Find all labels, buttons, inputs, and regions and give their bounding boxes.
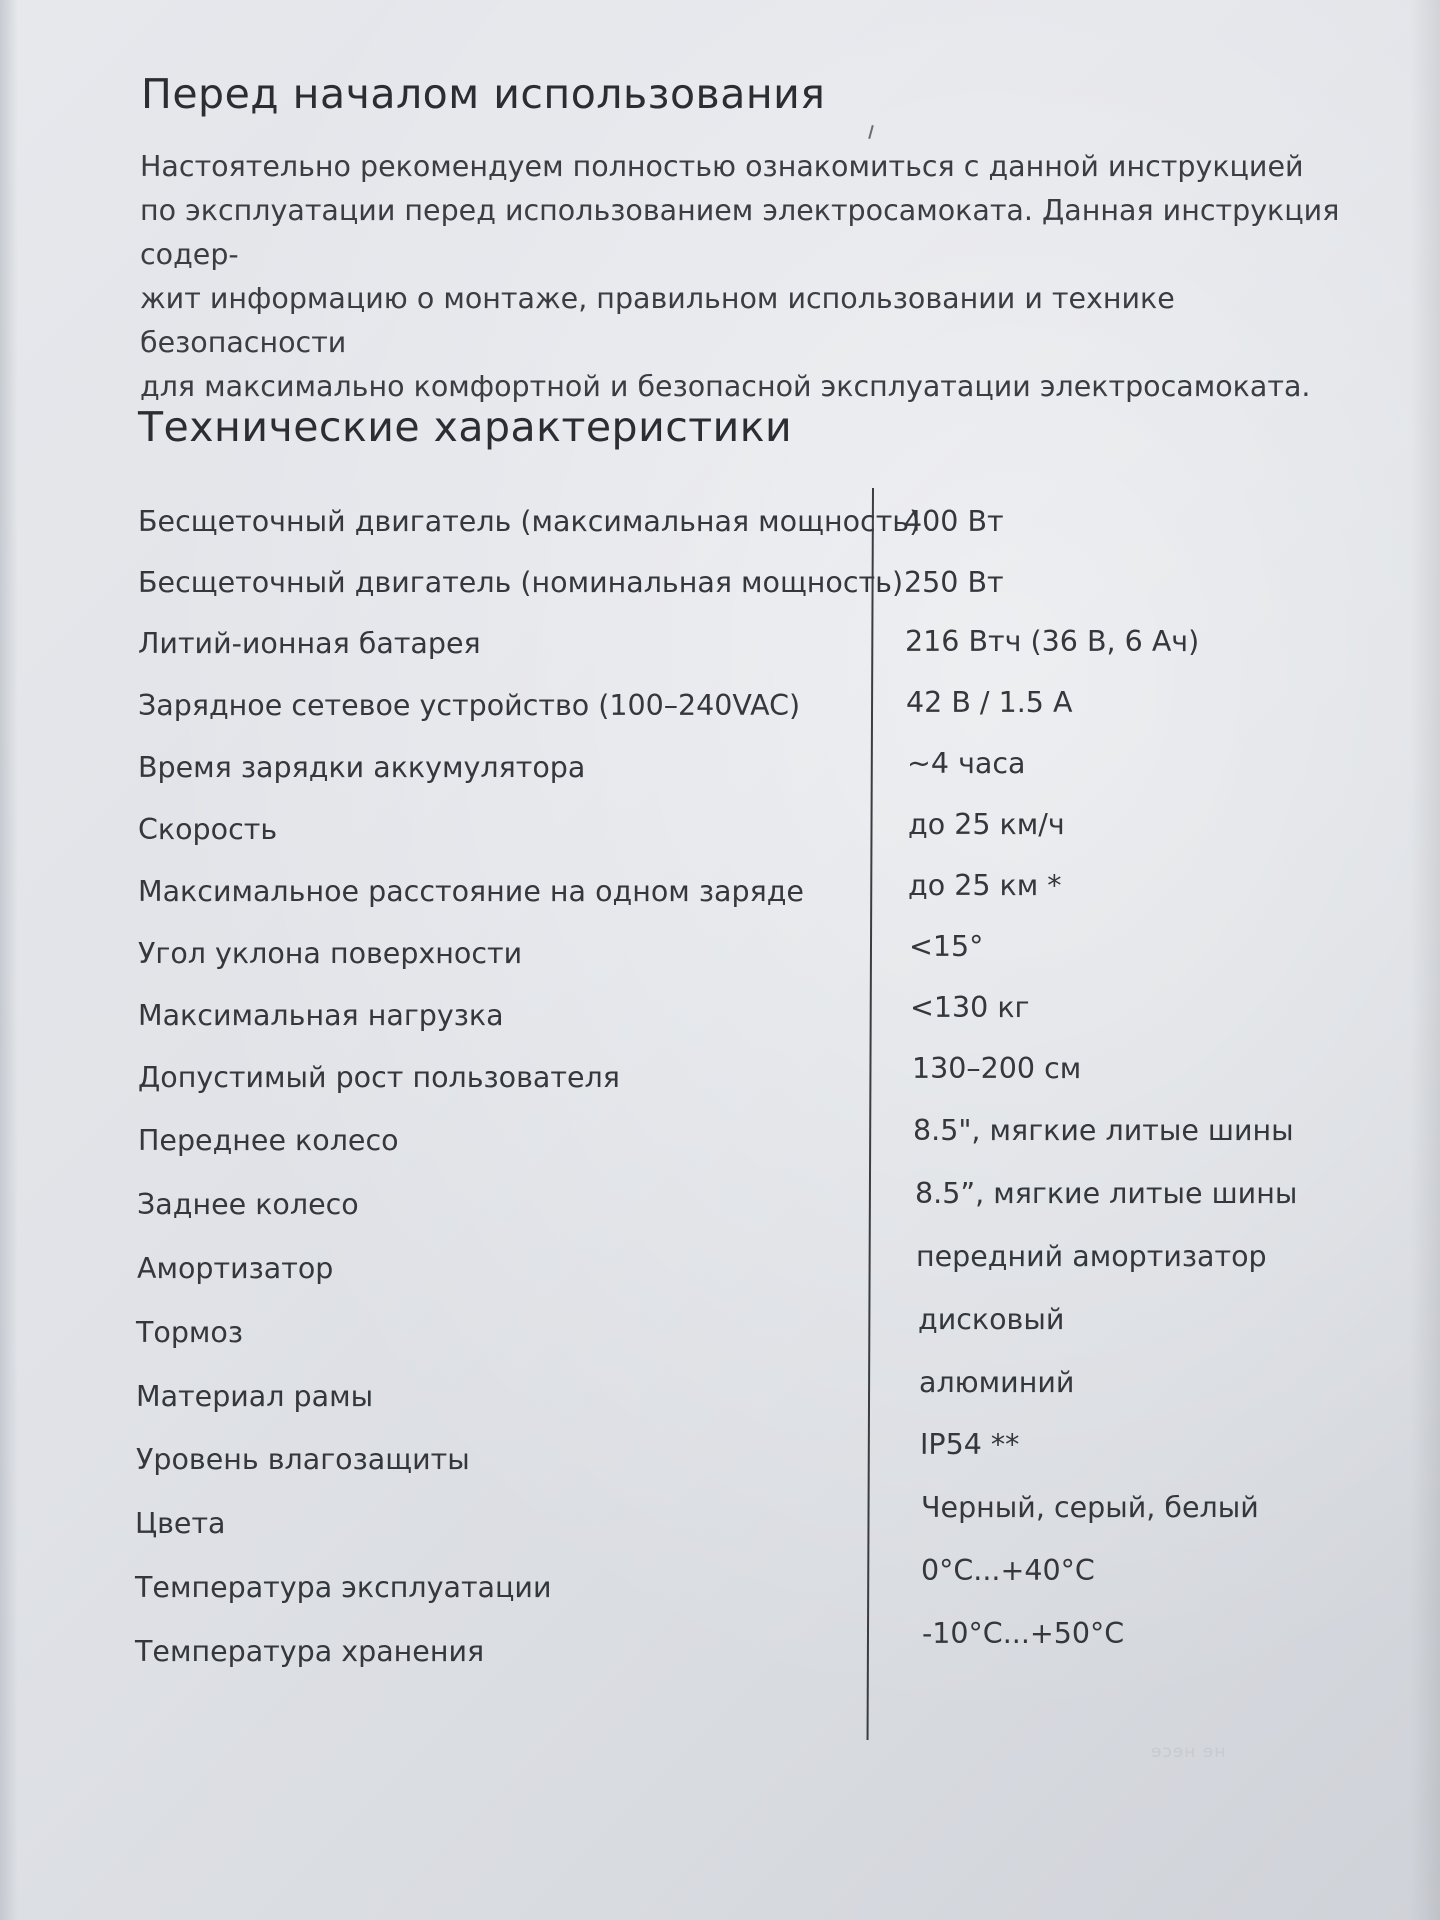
intro-line: жит информацию о монтаже, правильном использовании и технике безопасности [140,282,1175,359]
spec-name: Время зарядки аккумулятора [138,751,586,784]
spec-name: Максимальное расстояние на одном заряде [138,875,804,908]
spec-row [0,1366,1440,1430]
intro-line: для максимально комфортной и безопасной эксплуатации электросамоката. [140,370,1311,403]
spec-row [0,505,1440,555]
spec-row [0,1240,1440,1302]
spec-row [0,1303,1440,1366]
spec-name: Температура хранения [135,1635,485,1668]
spec-value: ~4 часа [907,747,1026,780]
spec-row [0,1177,1440,1238]
spec-name: Амортизатор [137,1252,334,1285]
spec-value: 130–200 см [912,1052,1082,1085]
spec-row [0,1052,1440,1111]
spec-name: Тормоз [136,1316,244,1349]
spec-value: 216 Втч (36 В, 6 Ач) [905,625,1200,658]
spec-name: Бесщеточный двигатель (номинальная мощность) [138,566,904,599]
spec-value: -10°C...+50°C [922,1617,1125,1650]
intro-title: Перед началом использования [141,70,826,118]
spec-value: передний амортизатор [916,1240,1267,1273]
spec-row [0,869,1440,925]
spec-value: дисковый [918,1303,1065,1336]
spec-row [0,566,1440,616]
spec-value: 250 Вт [904,566,1004,599]
spec-row [0,686,1440,739]
spec-row [0,930,1440,987]
intro-line: Настоятельно рекомендуем полностью ознакомиться с данной инструкцией [140,150,1304,183]
spec-name: Уровень влагозащиты [136,1443,470,1476]
spec-name: Температура эксплуатации [135,1571,552,1604]
spec-value: до 25 км * [908,869,1062,902]
spec-value: до 25 км/ч [908,808,1065,841]
spec-name: Переднее колесо [138,1124,399,1157]
spec-name: Скорость [138,813,278,846]
spec-name: Угол уклона поверхности [138,937,523,970]
spec-value: <130 кг [910,991,1030,1024]
specs-title: Технические характеристики [138,403,793,451]
spec-name: Максимальная нагрузка [138,999,504,1032]
spec-name: Заднее колесо [137,1188,359,1221]
spec-value: алюминий [919,1366,1075,1399]
spec-row [0,1617,1440,1685]
spec-name: Материал рамы [136,1380,374,1413]
spec-name: Цвета [135,1507,226,1540]
spec-row [0,1554,1440,1621]
spec-value: <15° [909,930,984,963]
spec-row [0,808,1440,863]
spec-value: 8.5", мягкие литые шины [913,1114,1294,1147]
spec-value: 400 Вт [904,505,1004,538]
spec-row [0,1428,1440,1493]
spec-value: Черный, серый, белый [921,1491,1259,1524]
spec-row [0,1491,1440,1557]
spec-value: 42 В / 1.5 А [906,686,1073,719]
spec-value: 8.5”, мягкие литые шины [915,1177,1298,1210]
spec-row [0,747,1440,801]
bleed-through-text: не несе [1150,1742,1226,1762]
spec-name: Бесщеточный двигатель (максимальная мощность) [138,505,921,538]
spec-row [0,1114,1440,1174]
spec-row [0,991,1440,1049]
spec-name: Зарядное сетевое устройство (100–240VAC) [138,689,801,722]
intro-line: по эксплуатации перед использованием электросамоката. Данная инструкция содер- [140,194,1340,271]
spec-value: 0°C...+40°C [921,1554,1095,1587]
spec-name: Литий-ионная батарея [138,627,481,660]
spec-value: IP54 ** [920,1428,1020,1461]
spec-row [0,627,1440,677]
spec-name: Допустимый рост пользователя [138,1061,620,1094]
